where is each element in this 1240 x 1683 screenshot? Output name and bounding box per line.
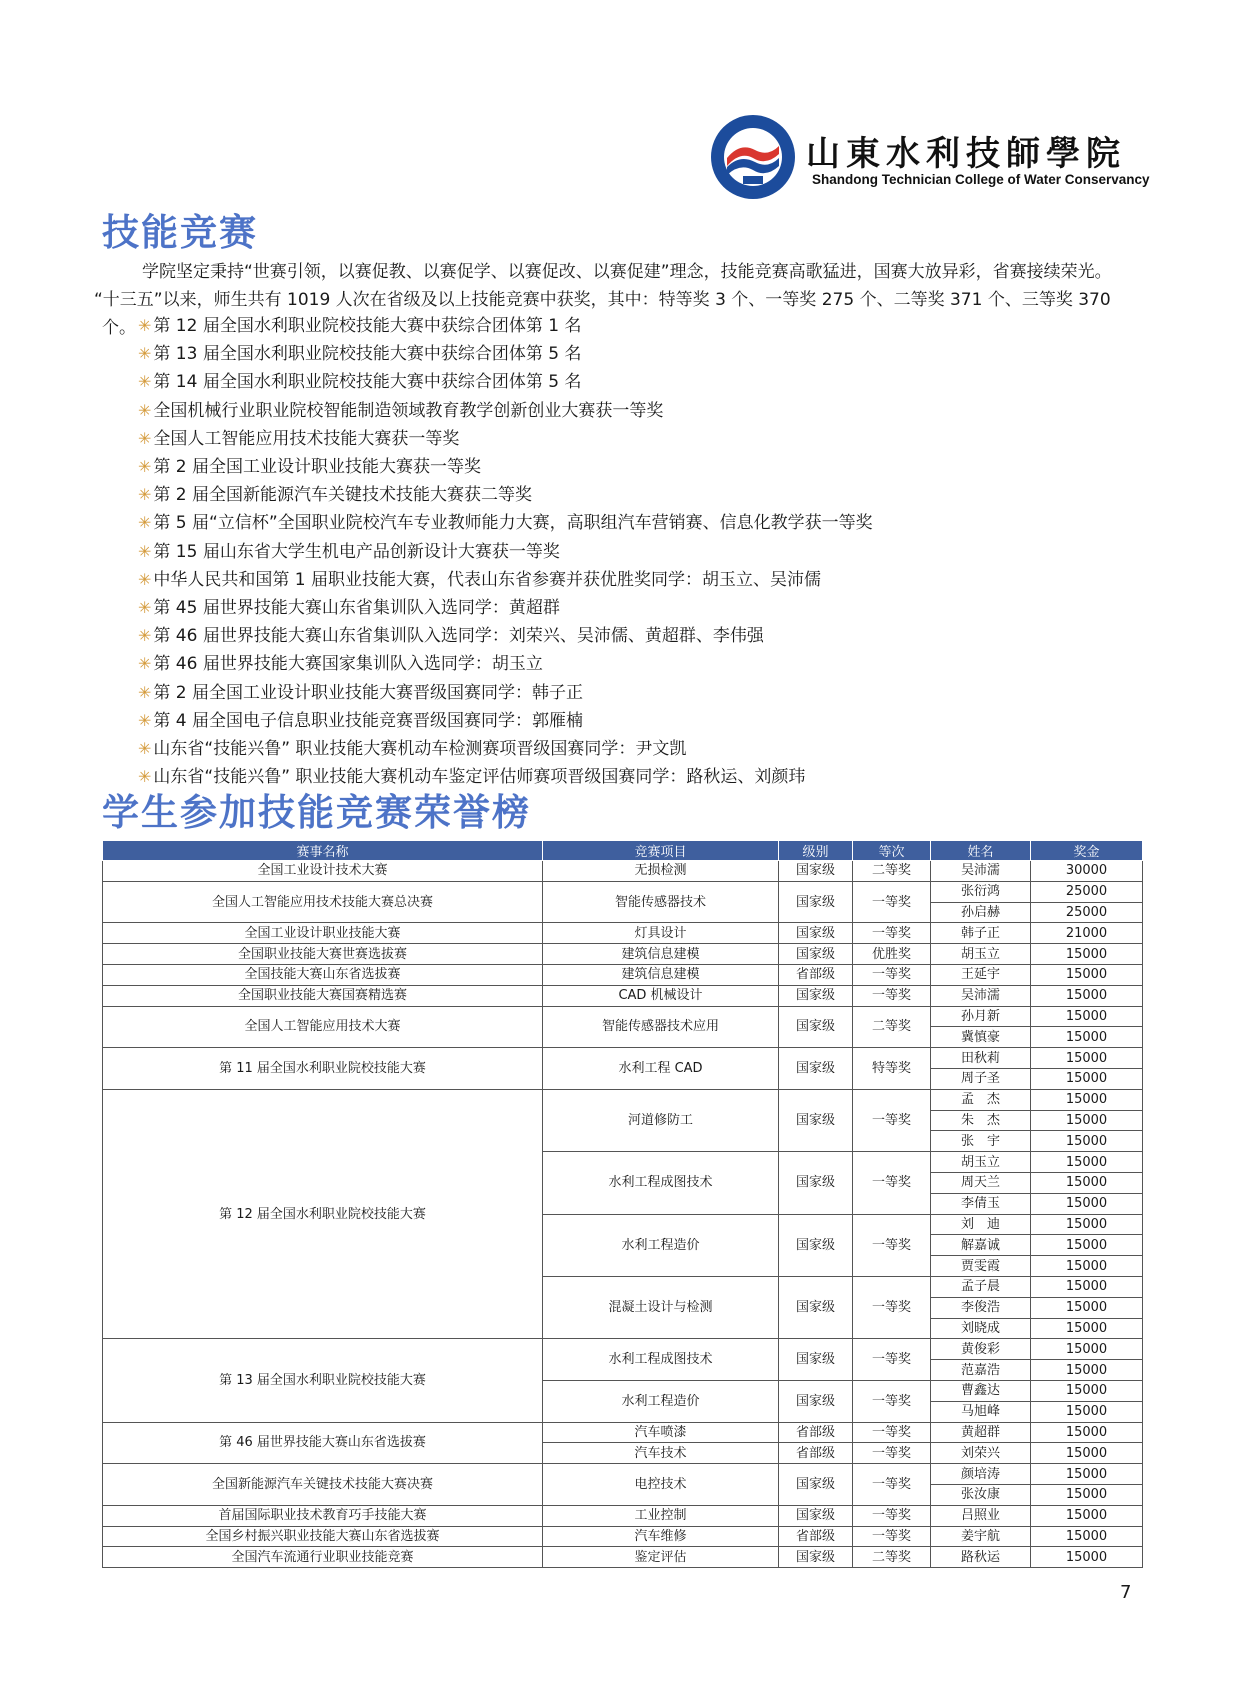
student-name-cell: 孙启赫 [931, 902, 1031, 923]
level-cell: 国家级 [779, 1505, 853, 1526]
achievement-text: 第 46 届世界技能大赛山东省集训队入选同学：刘荣兴、吴沛儒、黄超群、李伟强 [153, 626, 764, 647]
prize-cell: 25000 [1031, 881, 1143, 902]
intro-line-1: 学院坚定秉持“世赛引领，以赛促教、以赛促学、以赛促改、以赛促建”理念，技能竞赛高歌猛进，国赛大放异彩，省赛接续荣光。 [142, 262, 1112, 282]
project-cell: CAD 机械设计 [543, 985, 779, 1006]
prize-cell: 15000 [1031, 1235, 1143, 1256]
student-name-cell: 韩子正 [931, 923, 1031, 944]
student-name-cell: 周天兰 [931, 1172, 1031, 1193]
table-row [103, 985, 1143, 1006]
grade-cell: 一等奖 [853, 985, 931, 1006]
prize-cell: 15000 [1031, 1318, 1143, 1339]
student-name-cell: 李俊浩 [931, 1297, 1031, 1318]
star-bullet-icon: ✳ [138, 767, 152, 787]
project-cell: 灯具设计 [543, 923, 779, 944]
level-cell: 国家级 [779, 923, 853, 944]
grade-cell: 一等奖 [853, 1089, 931, 1151]
prize-cell: 15000 [1031, 1360, 1143, 1381]
prize-cell: 15000 [1031, 1464, 1143, 1485]
student-name-cell: 张汝康 [931, 1484, 1031, 1505]
college-name-cn: 山東水利技師學院 [806, 134, 1126, 174]
prize-cell: 15000 [1031, 964, 1143, 985]
prize-cell: 15000 [1031, 944, 1143, 965]
student-name-cell: 姜宇航 [931, 1526, 1031, 1547]
grade-cell: 一等奖 [853, 1339, 931, 1381]
grade-cell: 一等奖 [853, 1505, 931, 1526]
level-cell: 国家级 [779, 944, 853, 965]
table-row [103, 861, 1143, 882]
star-bullet-icon: ✳ [138, 654, 152, 674]
event-name-cell: 全国职业技能大赛国赛精选赛 [103, 985, 543, 1006]
student-name-cell: 范嘉浩 [931, 1360, 1031, 1381]
achievement-text: 全国人工智能应用技术技能大赛获一等奖 [153, 428, 460, 449]
level-cell: 省部级 [779, 1443, 853, 1464]
star-bullet-icon: ✳ [138, 541, 152, 561]
table-row [103, 1464, 1143, 1485]
prize-cell: 25000 [1031, 902, 1143, 923]
prize-cell: 15000 [1031, 1152, 1143, 1173]
column-header: 级别 [779, 841, 853, 861]
level-cell: 国家级 [779, 1089, 853, 1151]
student-name-cell: 刘晓成 [931, 1318, 1031, 1339]
prize-cell: 15000 [1031, 1027, 1143, 1048]
column-header: 等次 [853, 841, 931, 861]
event-name-cell: 全国工业设计技术大赛 [103, 861, 543, 882]
star-bullet-icon: ✳ [138, 513, 152, 533]
table-row [103, 1006, 1143, 1027]
level-cell: 国家级 [779, 1276, 853, 1338]
college-seal-icon [708, 112, 798, 202]
student-name-cell: 冀慎豪 [931, 1027, 1031, 1048]
student-name-cell: 解嘉诚 [931, 1235, 1031, 1256]
honor-table [102, 840, 1143, 1568]
star-bullet-icon: ✳ [138, 372, 152, 392]
student-name-cell: 马旭峰 [931, 1401, 1031, 1422]
achievement-item [138, 509, 873, 537]
star-bullet-icon: ✳ [138, 400, 152, 420]
project-cell: 河道修防工 [543, 1089, 779, 1151]
star-bullet-icon: ✳ [138, 739, 152, 759]
student-name-cell: 王延宇 [931, 964, 1031, 985]
student-name-cell: 孟 杰 [931, 1089, 1031, 1110]
achievement-item [138, 453, 873, 481]
table-row [103, 944, 1143, 965]
grade-cell: 二等奖 [853, 861, 931, 882]
column-header: 姓名 [931, 841, 1031, 861]
prize-cell: 15000 [1031, 1422, 1143, 1443]
table-row [103, 881, 1143, 902]
project-cell: 电控技术 [543, 1464, 779, 1506]
level-cell: 国家级 [779, 1464, 853, 1506]
student-name-cell: 黄俊彩 [931, 1339, 1031, 1360]
event-name-cell: 第 46 届世界技能大赛山东省选拔赛 [103, 1422, 543, 1464]
level-cell: 国家级 [779, 1048, 853, 1090]
student-name-cell: 孙月新 [931, 1006, 1031, 1027]
achievement-item [138, 650, 873, 678]
prize-cell: 15000 [1031, 1443, 1143, 1464]
page-number: 7 [1120, 1582, 1132, 1603]
project-cell: 汽车维修 [543, 1526, 779, 1547]
level-cell: 省部级 [779, 964, 853, 985]
achievement-item [138, 735, 873, 763]
achievement-item [138, 397, 873, 425]
grade-cell: 一等奖 [853, 1443, 931, 1464]
grade-cell: 一等奖 [853, 1214, 931, 1276]
grade-cell: 一等奖 [853, 1464, 931, 1506]
event-name-cell: 全国职业技能大赛世赛选拔赛 [103, 944, 543, 965]
grade-cell: 特等奖 [853, 1048, 931, 1090]
student-name-cell: 路秋运 [931, 1547, 1031, 1568]
grade-cell: 一等奖 [853, 1380, 931, 1422]
level-cell: 省部级 [779, 1422, 853, 1443]
section-title-skills-competition: 技能竞赛 [102, 211, 258, 254]
student-name-cell: 李倩玉 [931, 1193, 1031, 1214]
prize-cell: 15000 [1031, 1048, 1143, 1069]
table-row [103, 923, 1143, 944]
intro-line-2: “十三五”以来，师生共有 1019 人次在省级及以上技能竞赛中获奖，其中：特等奖 3 个、一等奖 275 个、二等奖 371 个、三等奖 370 个。 [94, 290, 1111, 338]
table-row [103, 1526, 1143, 1547]
project-cell: 无损检测 [543, 861, 779, 882]
prize-cell: 15000 [1031, 1484, 1143, 1505]
project-cell: 水利工程造价 [543, 1380, 779, 1422]
student-name-cell: 颜培涛 [931, 1464, 1031, 1485]
grade-cell: 优胜奖 [853, 944, 931, 965]
table-row [103, 1547, 1143, 1568]
achievement-item [138, 679, 873, 707]
college-logo [708, 112, 1148, 208]
table-row [103, 1089, 1143, 1110]
level-cell: 国家级 [779, 1006, 853, 1048]
student-name-cell: 朱 杰 [931, 1110, 1031, 1131]
student-name-cell: 胡玉立 [931, 1152, 1031, 1173]
achievement-text: 第 2 届全国工业设计职业技能大赛获一等奖 [153, 457, 482, 478]
level-cell: 省部级 [779, 1526, 853, 1547]
project-cell: 水利工程成图技术 [543, 1339, 779, 1381]
event-name-cell: 全国技能大赛山东省选拔赛 [103, 964, 543, 985]
table-row [103, 1505, 1143, 1526]
prize-cell: 15000 [1031, 1131, 1143, 1152]
achievement-text: 山东省“技能兴鲁” 职业技能大赛机动车鉴定评估师赛项晋级国赛同学：路秋运、刘颜玮 [153, 767, 806, 788]
student-name-cell: 吴沛濡 [931, 861, 1031, 882]
event-name-cell: 首届国际职业技术教育巧手技能大赛 [103, 1505, 543, 1526]
achievement-text: 全国机械行业职业院校智能制造领域教育教学创新创业大赛获一等奖 [153, 400, 664, 421]
student-name-cell: 黄超群 [931, 1422, 1031, 1443]
level-cell: 国家级 [779, 1339, 853, 1381]
achievement-item [138, 481, 873, 509]
student-name-cell: 孟子晨 [931, 1276, 1031, 1297]
column-header: 奖金 [1031, 841, 1143, 861]
achievement-text: 第 5 届“立信杯”全国职业院校汽车专业教师能力大赛，高职组汽车营销赛、信息化教学获一等奖 [153, 513, 873, 534]
level-cell: 国家级 [779, 1152, 853, 1214]
achievement-text: 第 12 届全国水利职业院校技能大赛中获综合团体第 1 名 [153, 316, 582, 336]
achievement-text: 第 14 届全国水利职业院校技能大赛中获综合团体第 5 名 [153, 372, 582, 393]
student-name-cell: 曹鑫达 [931, 1380, 1031, 1401]
student-name-cell: 刘 迪 [931, 1214, 1031, 1235]
achievement-item [138, 566, 873, 594]
achievement-text: 山东省“技能兴鲁” 职业技能大赛机动车检测赛项晋级国赛同学：尹文凯 [153, 739, 687, 760]
prize-cell: 15000 [1031, 1339, 1143, 1360]
student-name-cell: 刘荣兴 [931, 1443, 1031, 1464]
project-cell: 汽车技术 [543, 1443, 779, 1464]
student-name-cell: 田秋莉 [931, 1048, 1031, 1069]
achievement-item [138, 368, 873, 396]
star-bullet-icon: ✳ [138, 457, 152, 477]
grade-cell: 一等奖 [853, 923, 931, 944]
project-cell: 水利工程造价 [543, 1214, 779, 1276]
level-cell: 国家级 [779, 881, 853, 923]
prize-cell: 15000 [1031, 1110, 1143, 1131]
student-name-cell: 胡玉立 [931, 944, 1031, 965]
project-cell: 水利工程 CAD [543, 1048, 779, 1090]
table-row [103, 964, 1143, 985]
star-bullet-icon: ✳ [138, 316, 152, 335]
grade-cell: 一等奖 [853, 1152, 931, 1214]
prize-cell: 15000 [1031, 1068, 1143, 1089]
prize-cell: 15000 [1031, 1380, 1143, 1401]
achievement-item [138, 538, 873, 566]
achievement-text: 第 46 届世界技能大赛国家集训队入选同学：胡玉立 [153, 654, 543, 675]
project-cell: 水利工程成图技术 [543, 1152, 779, 1214]
achievement-text: 第 45 届世界技能大赛山东省集训队入选同学：黄超群 [153, 598, 560, 619]
level-cell: 国家级 [779, 1214, 853, 1276]
prize-cell: 15000 [1031, 1006, 1143, 1027]
grade-cell: 一等奖 [853, 964, 931, 985]
prize-cell: 15000 [1031, 1526, 1143, 1547]
table-row [103, 1339, 1143, 1360]
level-cell: 国家级 [779, 1380, 853, 1422]
prize-cell: 15000 [1031, 1214, 1143, 1235]
grade-cell: 一等奖 [853, 1526, 931, 1547]
event-name-cell: 第 12 届全国水利职业院校技能大赛 [103, 1089, 543, 1339]
student-name-cell: 周子圣 [931, 1068, 1031, 1089]
achievement-text: 第 2 届全国工业设计职业技能大赛晋级国赛同学：韩子正 [153, 682, 584, 703]
event-name-cell: 全国人工智能应用技术大赛 [103, 1006, 543, 1048]
achievement-item [138, 312, 873, 340]
prize-cell: 15000 [1031, 1401, 1143, 1422]
event-name-cell: 全国人工智能应用技术技能大赛总决赛 [103, 881, 543, 923]
prize-cell: 15000 [1031, 1089, 1143, 1110]
level-cell: 国家级 [779, 1547, 853, 1568]
level-cell: 国家级 [779, 861, 853, 882]
star-bullet-icon: ✳ [138, 428, 152, 448]
star-bullet-icon: ✳ [138, 626, 152, 646]
grade-cell: 一等奖 [853, 1422, 931, 1443]
student-name-cell: 张 宇 [931, 1131, 1031, 1152]
prize-cell: 15000 [1031, 1172, 1143, 1193]
project-cell: 智能传感器技术应用 [543, 1006, 779, 1048]
star-bullet-icon: ✳ [138, 485, 152, 505]
prize-cell: 30000 [1031, 861, 1143, 882]
project-cell: 鉴定评估 [543, 1547, 779, 1568]
section-title-honor-roll: 学生参加技能竞赛荣誉榜 [102, 791, 531, 834]
student-name-cell: 吴沛濡 [931, 985, 1031, 1006]
achievement-text: 第 13 届全国水利职业院校技能大赛中获综合团体第 5 名 [153, 344, 582, 365]
column-header: 赛事名称 [103, 841, 543, 861]
prize-cell: 21000 [1031, 923, 1143, 944]
student-name-cell: 吕照业 [931, 1505, 1031, 1526]
achievement-item [138, 594, 873, 622]
prize-cell: 15000 [1031, 985, 1143, 1006]
college-name-en: Shandong Technician College of Water Conservancy [812, 172, 1150, 187]
prize-cell: 15000 [1031, 1505, 1143, 1526]
achievement-text: 第 15 届山东省大学生机电产品创新设计大赛获一等奖 [153, 541, 560, 562]
project-cell: 建筑信息建模 [543, 964, 779, 985]
student-name-cell: 贾雯霞 [931, 1256, 1031, 1277]
achievement-item [138, 622, 873, 650]
event-name-cell: 全国乡村振兴职业技能大赛山东省选拔赛 [103, 1526, 543, 1547]
grade-cell: 二等奖 [853, 1006, 931, 1048]
event-name-cell: 全国新能源汽车关键技术技能大赛决赛 [103, 1464, 543, 1506]
star-bullet-icon: ✳ [138, 344, 152, 364]
column-header: 竞赛项目 [543, 841, 779, 861]
prize-cell: 15000 [1031, 1193, 1143, 1214]
achievement-text: 中华人民共和国第 1 届职业技能大赛，代表山东省参赛并获优胜奖同学：胡玉立、吴沛儒 [153, 569, 822, 590]
project-cell: 汽车喷漆 [543, 1422, 779, 1443]
star-bullet-icon: ✳ [138, 598, 152, 618]
table-header-row [103, 841, 1143, 861]
event-name-cell: 全国汽车流通行业职业技能竞赛 [103, 1547, 543, 1568]
event-name-cell: 全国工业设计职业技能大赛 [103, 923, 543, 944]
grade-cell: 一等奖 [853, 881, 931, 923]
project-cell: 智能传感器技术 [543, 881, 779, 923]
project-cell: 工业控制 [543, 1505, 779, 1526]
event-name-cell: 第 11 届全国水利职业院校技能大赛 [103, 1048, 543, 1090]
star-bullet-icon: ✳ [138, 710, 152, 730]
event-name-cell: 第 13 届全国水利职业院校技能大赛 [103, 1339, 543, 1422]
star-bullet-icon: ✳ [138, 569, 152, 589]
achievement-text: 第 2 届全国新能源汽车关键技术技能大赛获二等奖 [153, 485, 533, 506]
grade-cell: 二等奖 [853, 1547, 931, 1568]
grade-cell: 一等奖 [853, 1276, 931, 1338]
table-row [103, 1048, 1143, 1069]
achievement-item [138, 707, 873, 735]
achievement-item [138, 340, 873, 368]
table-row [103, 1422, 1143, 1443]
prize-cell: 15000 [1031, 1276, 1143, 1297]
student-name-cell: 张衍鸿 [931, 881, 1031, 902]
achievement-text: 第 4 届全国电子信息职业技能竞赛晋级国赛同学：郭雁楠 [153, 710, 584, 731]
project-cell: 混凝土设计与检测 [543, 1276, 779, 1338]
level-cell: 国家级 [779, 985, 853, 1006]
prize-cell: 15000 [1031, 1256, 1143, 1277]
star-bullet-icon: ✳ [138, 682, 152, 702]
prize-cell: 15000 [1031, 1547, 1143, 1568]
project-cell: 建筑信息建模 [543, 944, 779, 965]
achievement-list [138, 312, 873, 791]
prize-cell: 15000 [1031, 1297, 1143, 1318]
achievement-item [138, 425, 873, 453]
